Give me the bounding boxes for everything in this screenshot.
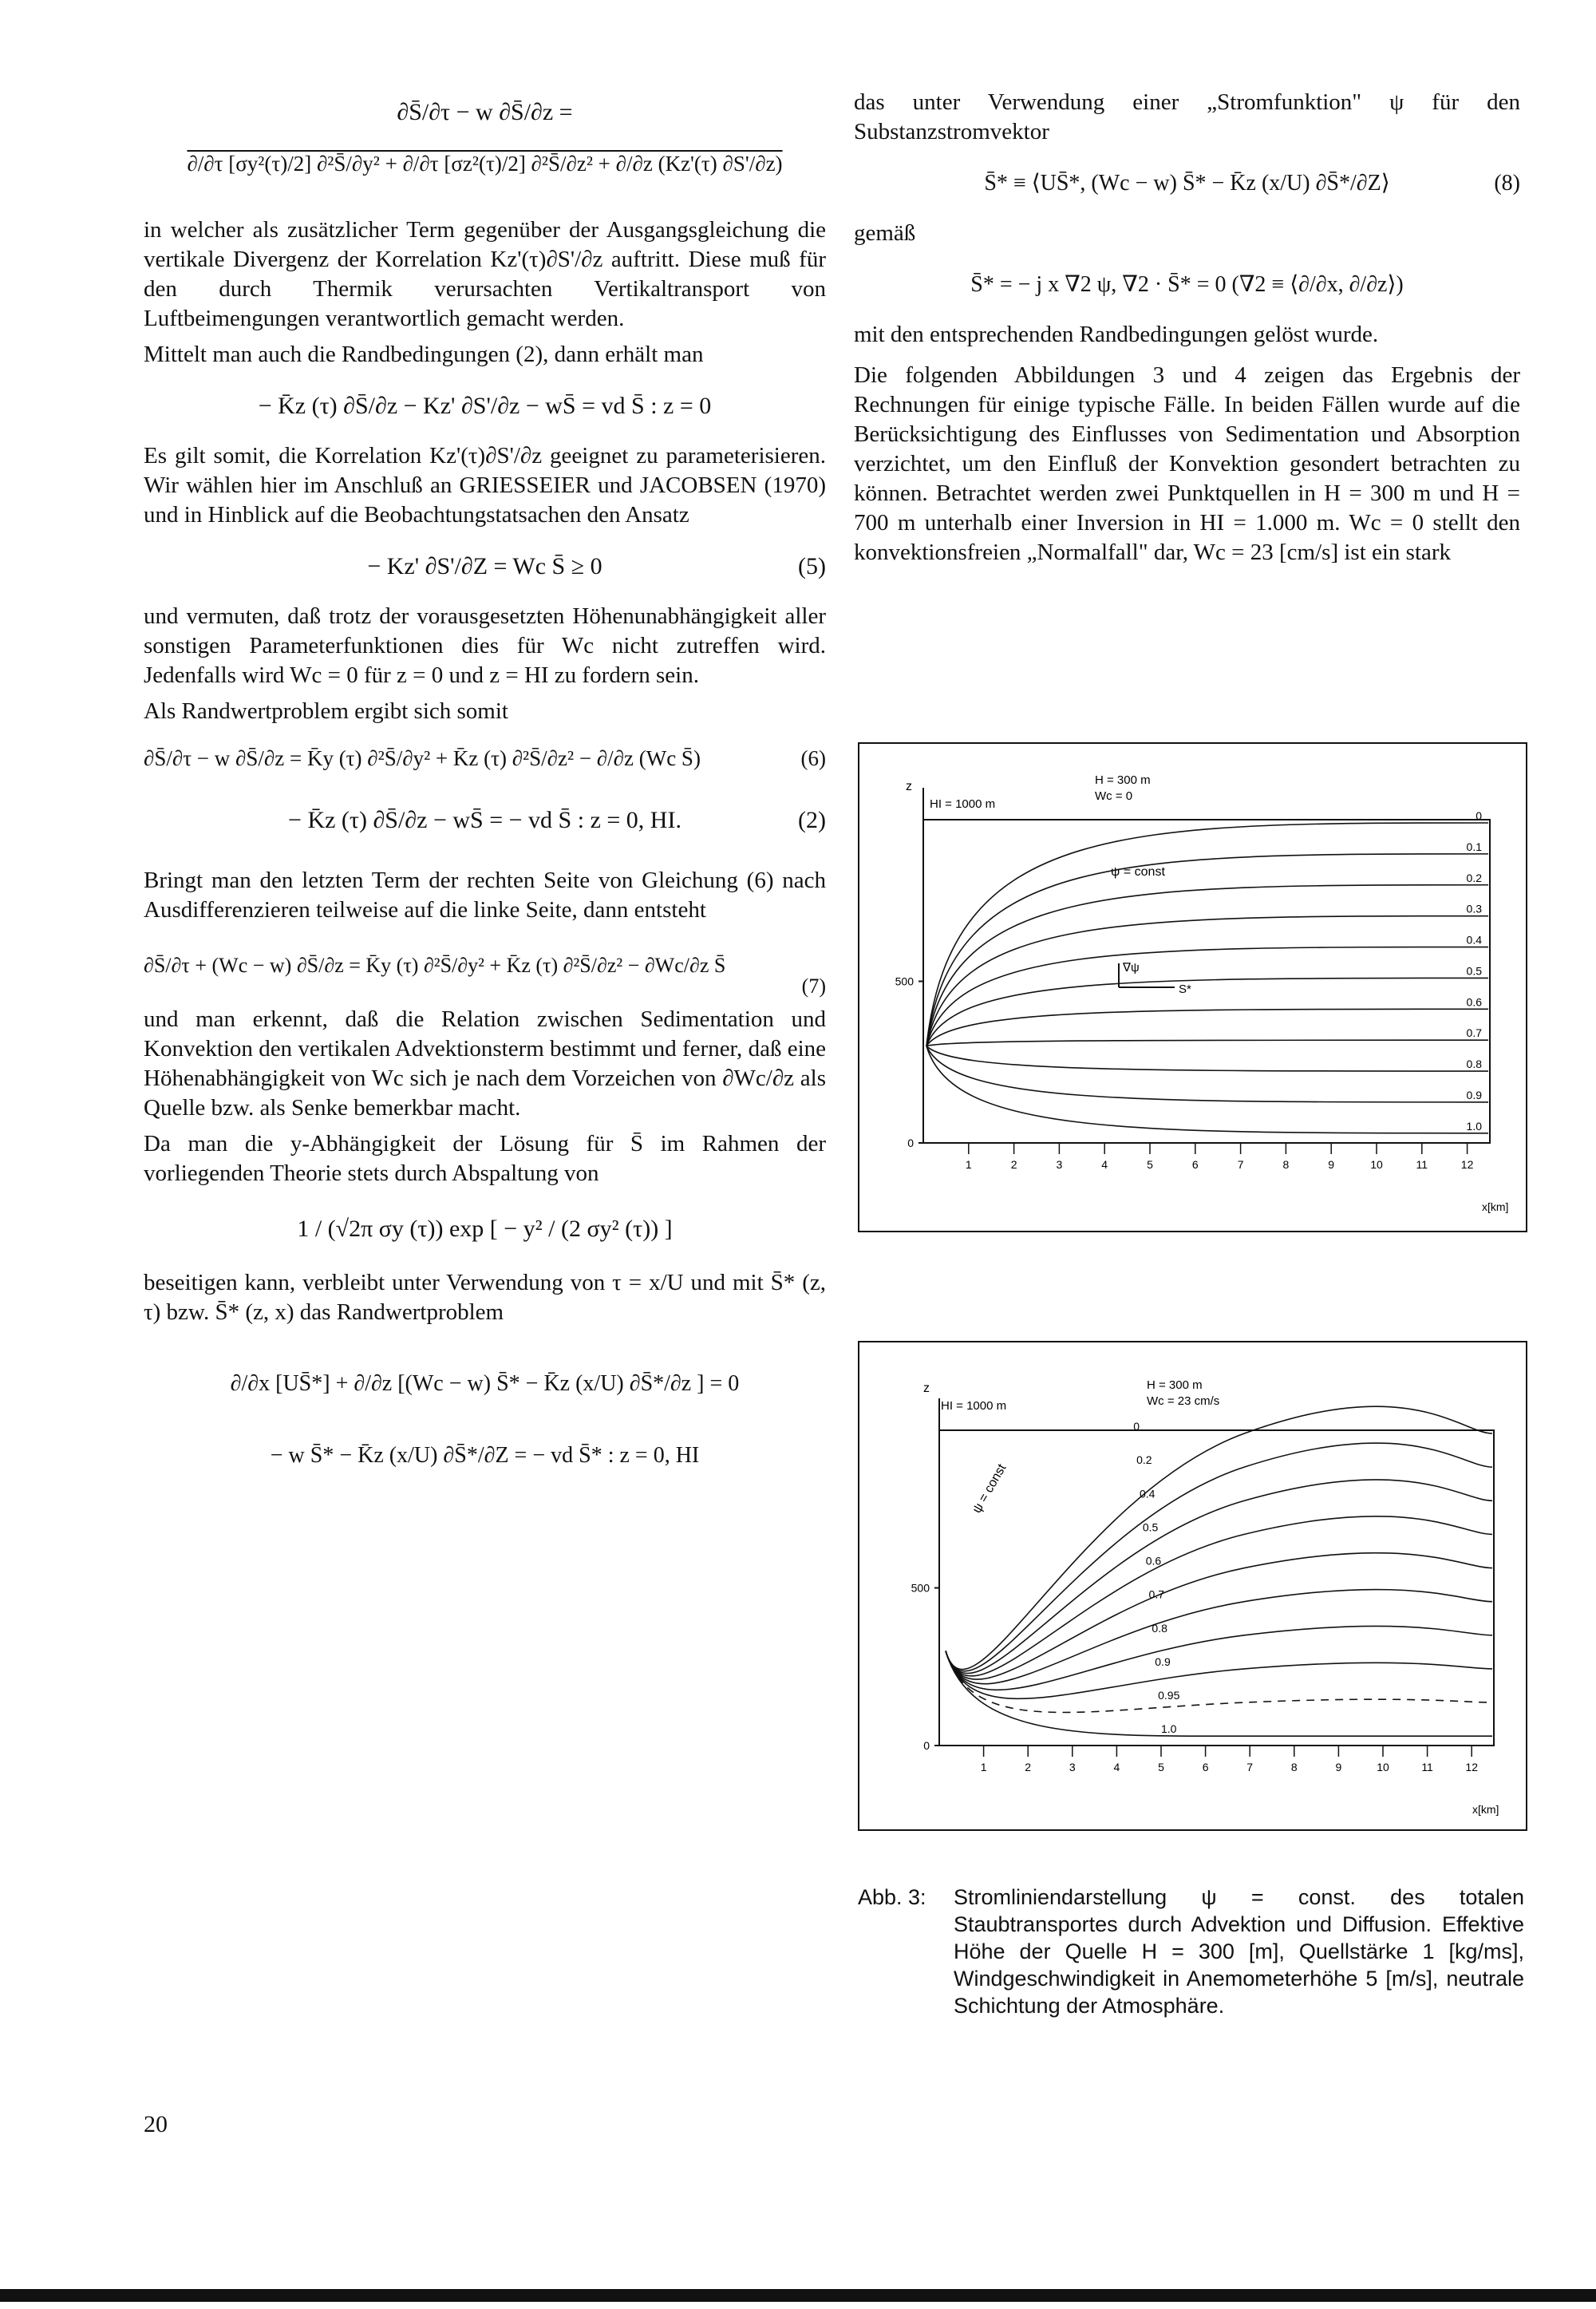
equation-text: 1 / (√2π σy (τ)) exp [ − y² / (2 σy² (τ)) ]: [297, 1215, 673, 1242]
streamline-label: 0.9: [1466, 1088, 1482, 1101]
equation-text: − K̄z (τ) ∂S̄/∂z − Kz' ∂S'/∂z − wS̄ = vd S̄ : z = 0: [258, 392, 712, 419]
paragraph: beseitigen kann, verbleibt unter Verwendung von τ = x/U und mit S̄* (z, τ) bzw. S̄* (z, x) das Randwertproblem: [144, 1270, 826, 1325]
x-tick-label: 1: [980, 1761, 987, 1773]
streamline-label: 0.5: [1142, 1520, 1159, 1534]
streamline-label: 0: [1133, 1420, 1140, 1433]
x-tick-label: 8: [1282, 1158, 1290, 1171]
caption-text: Stromliniendarstellung ψ = const. des totalen Staubtransportes durch Advektion und Diffusion. Effektive Höhe der Quelle H = 300 [m], Quellstärke 1 [kg/ms], Windgeschwindigkeit in Anemometerhöhe 5 [m/s], neutrale Schichtung der Atmosphäre.: [954, 1885, 1524, 2018]
x-tick-label: 12: [1460, 1158, 1474, 1171]
left-column: [144, 88, 826, 1487]
equation-text: S̄* = − j x ∇2 ψ, ∇2 · S̄* = 0 (∇2 ≡ ⟨∂/∂x, ∂/∂z⟩): [970, 271, 1404, 297]
equation-gauss: [144, 1188, 826, 1268]
streamline: [926, 978, 1488, 1046]
equation-2: [144, 790, 826, 850]
paragraph: das unter Verwendung einer „Stromfunktion" ψ für den Substanzstromvektor: [854, 89, 1520, 144]
equation-final-1: [144, 1343, 826, 1423]
plot-area: [911, 1398, 1494, 1773]
psi-const-label: ψ = const: [1111, 865, 1165, 879]
equation-number: (6): [800, 745, 826, 770]
source-height-label: H = 300 m: [1095, 773, 1151, 787]
equation-final-2: [144, 1423, 826, 1487]
streamline-label: 0.7: [1466, 1026, 1482, 1040]
inversion-height-label: HI = 1000 m: [930, 797, 996, 811]
equation-stream: [854, 248, 1520, 320]
paragraph: und vermuten, daß trotz der vorausgesetzten Höhenunabhängigkeit aller sonstigen Parameterfunktionen dies für Wc nicht zutreffen wird. Jedenfalls wird Wc = 0 für z = 0 und z = HI zu fordern sein.: [144, 603, 826, 688]
flux-vector-label: S*: [1179, 983, 1191, 996]
equation-number: (5): [798, 552, 826, 579]
x-tick-label: 4: [1113, 1761, 1120, 1773]
equation-7: [144, 925, 826, 1005]
streamline-label: 1.0: [1161, 1722, 1177, 1736]
equation-top-lhs: [144, 88, 826, 136]
streamline: [926, 916, 1488, 1046]
equation-6: [144, 726, 826, 790]
streamline-label: 0: [1476, 809, 1482, 822]
paragraph: Als Randwertproblem ergibt sich somit: [144, 698, 508, 724]
x-tick-label: 1: [965, 1158, 972, 1171]
streamline-label: 0.3: [1466, 902, 1482, 915]
streamline: [926, 1046, 1488, 1072]
equation-text: ∂S̄/∂τ − w ∂S̄/∂z = K̄y (τ) ∂²S̄/∂y² + K̄z (τ) ∂²S̄/∂z² − ∂/∂z (Wc S̄): [144, 745, 701, 770]
streamline-plot-2: [859, 1342, 1526, 1829]
x-tick-label: 7: [1237, 1158, 1244, 1171]
equation-5: [144, 530, 826, 602]
y-tick-label: 0: [923, 1739, 930, 1752]
right-column: [854, 88, 1520, 567]
streamline: [946, 1626, 1492, 1690]
x-tick-label: 9: [1335, 1761, 1342, 1773]
x-tick-label: 9: [1328, 1158, 1335, 1171]
plot-frame: [923, 820, 1490, 1143]
equation-number: (7): [801, 975, 826, 998]
paragraph: Da man die y-Abhängigkeit der Lösung für S̄ im Rahmen der vorliegenden Theorie stets durch Abspaltung von: [144, 1131, 826, 1186]
equation-top-rhs: [144, 136, 826, 192]
z-axis-label: z: [923, 1382, 930, 1395]
streamline-label: 0.5: [1466, 964, 1482, 978]
streamline: [946, 1553, 1492, 1679]
streamline-label: 0.8: [1152, 1621, 1167, 1635]
caption-label: Abb. 3:: [858, 1885, 926, 1909]
x-tick-label: 3: [1056, 1158, 1063, 1171]
paragraph: mit den entsprechenden Randbedingungen gelöst wurde.: [854, 322, 1379, 347]
y-tick-label: 500: [895, 975, 914, 988]
streamline-label: 0.7: [1148, 1587, 1165, 1601]
psi-const-label: ψ = const: [970, 1461, 1009, 1516]
paragraph: in welcher als zusätzlicher Term gegenüber der Ausgangsgleichung die vertikale Divergenz der Korrelation Kz'(τ)∂S'/∂z auftritt. Diese muß für den durch Thermik verursachten Vertikaltransport von Luftbeimengungen verantwortlich gemacht werden.: [144, 217, 826, 331]
x-tick-label: 10: [1370, 1158, 1383, 1171]
equation-text: ∂S̄/∂τ − w ∂S̄/∂z =: [397, 98, 573, 125]
equation-text: S̄* ≡ ⟨US̄*, (Wc − w) S̄* − K̄z (x/U) ∂S̄*/∂Z⟩: [984, 170, 1390, 196]
equation-text: ∂S̄/∂τ + (Wc − w) ∂S̄/∂z = K̄y (τ) ∂²S̄/∂y² + K̄z (τ) ∂²S̄/∂z² − ∂Wc/∂z S̄: [144, 953, 726, 977]
streamline-label: 0.6: [1466, 995, 1482, 1009]
x-tick-label: 5: [1147, 1158, 1153, 1171]
paragraph: Es gilt somit, die Korrelation Kz'(τ)∂S'/∂z geeignet zu parameterisieren. Wir wählen hier im Anschluß an GRIESSEIER und JACOBSEN (1970) und in Hinblick auf die Beobachtungstatsachen den Ansatz: [144, 443, 826, 528]
y-tick-label: 0: [907, 1137, 914, 1149]
streamline-plot-1: [859, 744, 1526, 1231]
x-tick-label: 10: [1377, 1761, 1389, 1773]
gradient-psi-label: ∇ψ: [1123, 961, 1140, 975]
equation-boundary-mean: [144, 370, 826, 441]
streamline: [946, 1480, 1492, 1674]
equation-text: − w S̄* − K̄z (x/U) ∂S̄*/∂Z = − vd S̄* : z = 0, HI: [270, 1442, 700, 1468]
x-tick-label: 5: [1158, 1761, 1164, 1773]
paragraph: Mittelt man auch die Randbedingungen (2), dann erhält man: [144, 342, 704, 367]
streamline: [946, 1587, 1492, 1684]
x-tick-label: 12: [1465, 1761, 1478, 1773]
x-axis-unit: x[km]: [1472, 1803, 1499, 1816]
page-bottom-rule: [0, 2289, 1596, 2302]
paragraph: und man erkennt, daß die Relation zwischen Sedimentation und Konvektion den vertikalen Advektionsterm bestimmt und ferner, daß eine Höhenabhängigkeit von Wc sich je nach dem Vorzeichen von ∂Wc/∂z als Quelle bzw. als Senke bemerkbar macht.: [144, 1006, 826, 1121]
streamline-label: 1.0: [1466, 1119, 1482, 1133]
paragraph: gemäß: [854, 220, 916, 246]
x-tick-label: 6: [1191, 1158, 1199, 1171]
equation-8: [854, 147, 1520, 219]
convection-label: Wc = 23 cm/s: [1147, 1394, 1220, 1408]
streamline-label: 0.9: [1155, 1655, 1171, 1668]
streamline-label: 0.2: [1136, 1453, 1152, 1467]
paragraph: Bringt man den letzten Term der rechten Seite von Gleichung (6) nach Ausdifferenzieren teilweise auf die linke Seite, dann entsteht: [144, 868, 826, 923]
x-tick-label: 6: [1202, 1761, 1209, 1773]
x-axis-unit: x[km]: [1482, 1200, 1509, 1213]
streamline-label: 0.8: [1466, 1058, 1482, 1071]
figure-caption: [858, 1884, 1524, 2019]
streamline: [926, 1046, 1488, 1133]
streamline-label: 0.1: [1466, 840, 1482, 853]
streamline: [926, 823, 1488, 1046]
inversion-height-label: HI = 1000 m: [941, 1399, 1007, 1413]
figure-streamlines-wc0: [858, 742, 1527, 1232]
equation-number: (8): [1494, 170, 1520, 196]
equation-text: − K̄z (τ) ∂S̄/∂z − wS̄ = − vd S̄ : z = 0, HI.: [288, 807, 681, 833]
z-axis-label: z: [906, 780, 912, 793]
streamline: [946, 1516, 1492, 1676]
source-height-label: H = 300 m: [1147, 1378, 1203, 1392]
equation-text: ∂/∂τ [σy²(τ)/2] ∂²S̄/∂y² + ∂/∂τ [σz²(τ)/2] ∂²S̄/∂z² + ∂/∂z (Kz'(τ) ∂S'/∂z): [187, 151, 783, 176]
equation-text: ∂/∂x [US̄*] + ∂/∂z [(Wc − w) S̄* − K̄z (x/U) ∂S̄*/∂z ] = 0: [230, 1370, 740, 1396]
x-tick-label: 4: [1101, 1158, 1108, 1171]
streamline: [946, 1651, 1492, 1713]
streamline: [926, 885, 1488, 1046]
x-tick-label: 2: [1025, 1761, 1032, 1773]
figure-streamlines-wc23: [858, 1341, 1527, 1831]
streamline: [926, 1040, 1488, 1046]
plot-area: [895, 788, 1490, 1171]
equation-number: (2): [798, 807, 826, 833]
x-tick-label: 2: [1010, 1158, 1017, 1171]
streamline-label: 0.4: [1466, 933, 1482, 947]
y-tick-label: 500: [911, 1581, 930, 1595]
streamline: [946, 1443, 1492, 1671]
streamline-label: 0.95: [1158, 1689, 1180, 1702]
x-tick-label: 8: [1290, 1761, 1298, 1773]
x-tick-label: 11: [1421, 1761, 1433, 1773]
streamline-label: 0.4: [1139, 1487, 1156, 1500]
page-number: 20: [144, 2111, 168, 2137]
paragraph: Die folgenden Abbildungen 3 und 4 zeigen das Ergebnis der Rechnungen für einige typische Fälle. In beiden Fällen wurde auf die Berücksichtigung des Einflusses von Sedimentation und Absorption verzichtet, um den Einfluß der Konvektion gesondert betrachten zu können. Betrachtet werden zwei Punktquellen in H = 300 m und H = 700 m unterhalb einer Inversion in HI = 1.000 m. Wc = 0 stellt den konvektionsfreien „Normalfall" dar, Wc = 23 [cm/s] ist ein stark: [854, 362, 1520, 565]
equation-text: − Kz' ∂S'/∂Z = Wc S̄ ≥ 0: [367, 552, 602, 579]
streamline: [926, 1046, 1488, 1102]
streamline-label: 0.2: [1466, 871, 1482, 884]
x-tick-label: 11: [1416, 1158, 1428, 1171]
convection-label: Wc = 0: [1095, 789, 1133, 803]
x-tick-label: 3: [1069, 1761, 1076, 1773]
x-tick-label: 7: [1246, 1761, 1254, 1773]
streamline-label: 0.6: [1145, 1554, 1162, 1568]
